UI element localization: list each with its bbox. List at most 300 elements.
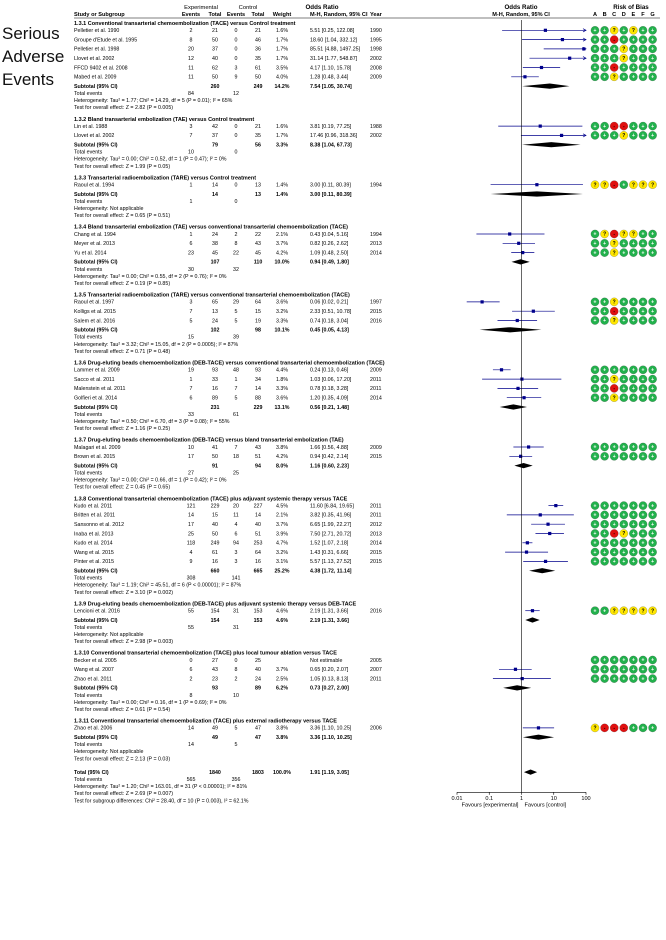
study-total-ctrl: 13 [255,182,261,189]
study-odds-ratio: 1.20 [0.35, 4.09] [310,395,349,402]
subtotal-label: Subtotal (95% CI) [74,191,118,198]
study-odds-ratio: 2.19 [1.31, 3.66] [310,608,349,615]
subtotal-total-exp: 660 [210,568,220,575]
total-events-ctrl: 32 [233,266,239,273]
study-events-ctrl: 0 [234,182,238,189]
study-events-exp: 3 [189,123,193,130]
subtotal-odds-ratio: 4.38 [1.72, 11.14] [310,568,352,575]
study-total-exp: 37 [212,133,218,140]
study-total-ctrl: 45 [255,250,261,257]
rob-symbol: + [641,395,645,402]
study-weight: 3.7% [275,522,289,528]
rob-symbol: - [613,37,616,44]
subgroup-title: 1.3.1 Conventional transarterial chemoembolization (TACE) versus Control treatment [74,21,296,27]
study-point [522,396,525,399]
study-total-ctrl: 36 [255,46,261,53]
rob-symbol: + [593,386,597,393]
study-total-exp: 23 [212,676,218,683]
study-events-ctrl: 18 [233,454,239,461]
subtotal-label: Subtotal (95% CI) [74,404,118,411]
rob-symbol: ? [612,299,616,306]
rob-symbol: + [651,28,655,34]
study-odds-ratio: 1.43 [0.31, 6.66] [310,549,349,556]
total-events-ctrl: 10 [233,692,239,699]
study-events-exp: 14 [188,512,194,519]
rob-symbol: + [631,559,635,566]
rob-symbol: - [622,725,625,732]
rob-symbol: + [651,376,655,383]
study-point [531,609,534,612]
rob-symbol: + [641,231,645,238]
rob-symbol: + [641,65,645,72]
subtotal-odds-ratio: 0.94 [0.49, 1.80] [310,259,349,266]
subtotal-label: Subtotal (95% CI) [74,735,118,741]
rob-symbol: - [613,725,616,732]
study-weight: 1.6% [275,123,289,130]
rob-symbol: ? [622,133,626,140]
study-total-exp: 38 [212,241,218,248]
study-year: 1995 [370,37,382,44]
rob-symbol: + [593,676,597,683]
study-odds-ratio: 1.28 [0.48, 3.44] [310,74,349,81]
total-events-label: Total events [74,624,103,631]
study-year: 2008 [370,65,382,72]
subtotal-odds-ratio: 1.16 [0.60, 2.23] [310,463,349,470]
study-point [544,29,547,32]
subtotal-diamond [503,685,531,690]
rob-symbol: + [651,231,655,238]
total-events-label: Total events [74,149,103,156]
overall-odds-ratio: 1.91 [1.19, 3.05] [310,769,349,776]
study-total-ctrl: 40 [255,667,261,674]
subtotal-label: Subtotal (95% CI) [74,568,118,575]
subtotal-diamond [529,568,555,573]
study-weight: 3.8% [275,725,289,732]
study-point [500,368,503,371]
study-total-ctrl: 51 [255,454,261,461]
study-total-ctrl: 227 [253,503,263,510]
rob-symbol: ? [622,231,626,238]
study-total-exp: 93 [212,367,218,374]
study-weight: 3.8% [275,444,289,451]
rob-symbol: + [641,55,645,62]
study-point [525,551,528,554]
study-total-ctrl: 16 [255,559,261,566]
header-method: M-H, Random, 95% CI [310,12,368,18]
subgroup-title: 1.3.8 Conventional transarterial chemoembolization (TACE) plus adjuvant systemic therapy versus TACE [74,496,348,503]
study-events-ctrl: 9 [234,74,238,81]
study-odds-ratio: 0.06 [0.02, 0.21] [310,299,349,306]
subtotal-total-exp: 79 [212,142,218,149]
study-weight: 1.7% [275,56,289,62]
rob-symbol: ? [593,725,597,732]
subtotal-weight: 25.2% [274,568,290,575]
rob-symbol: + [622,657,626,664]
rob-symbol: + [651,367,655,374]
subgroup-title: 1.3.11 Conventional transarterial chemoembolization (TACE) plus external radiotherapy versus TACE [74,718,337,725]
subtotal-total-exp: 154 [210,617,220,624]
header-odds-ratio: Odds Ratio [305,4,339,11]
study-odds-ratio: 1.05 [0.13, 8.13] [310,676,349,683]
subtotal-total-exp: 260 [210,83,220,90]
study-events-exp: 11 [188,74,194,81]
study-total-ctrl: 35 [255,56,261,62]
rob-symbol: + [612,133,616,140]
rob-symbol: + [631,667,635,673]
rob-symbol: + [603,46,607,53]
rob-symbol: + [651,37,655,44]
rob-symbol: + [631,318,635,325]
study-name: Lin et al. 1988 [74,123,108,130]
rob-symbol: + [593,28,597,34]
study-total-exp: 229 [210,503,220,510]
rob-symbol: - [613,231,616,238]
rob-symbol: + [593,241,597,247]
rob-symbol: + [612,540,616,547]
rob-symbol: + [612,512,616,519]
study-events-exp: 2 [189,676,193,683]
rob-symbol: + [631,37,635,44]
study-events-exp: 1 [189,182,193,189]
study-year: 2011 [370,512,382,519]
study-name: Llovet et al. 2002 [74,133,115,140]
rob-symbol: + [641,725,645,732]
rob-symbol: + [622,549,626,556]
rob-symbol: + [651,386,655,393]
study-year: 2015 [370,559,382,566]
study-events-ctrl: 8 [234,667,238,674]
subgroup-title: 1.3.10 Conventional transarterial chemoembolization (TACE) plus local tumour ablation versus TACE [74,650,337,657]
rob-symbol: + [603,74,607,81]
subtotal-diamond [512,259,530,264]
study-year: 2005 [370,657,382,664]
study-odds-ratio: 17.46 [0.96, 318.36] [310,133,358,140]
overall-effect-text: Test for overall effect: Z = 0.71 (P = 0.48) [74,348,171,355]
subtotal-weight: 3.8% [275,735,289,741]
study-name: Pelletier et al. 1990 [74,28,120,35]
study-point [480,300,483,303]
subtotal-total-exp: 93 [212,685,218,692]
study-name: Britten et al. 2011 [74,512,116,519]
study-odds-ratio: 5.57 [1.13, 27.52] [310,559,352,566]
rob-symbol: + [631,133,635,140]
study-weight: 1.6% [275,28,289,35]
x-tick-label: 100 [581,795,591,802]
rob-symbol: ? [612,395,616,402]
rob-symbol: + [631,308,635,315]
subtotal-label: Subtotal (95% CI) [74,685,118,692]
rob-symbol: ? [603,182,607,189]
overall-effect-text: Test for overall effect: Z = 0.19 (P = 0.85) [74,281,171,287]
rob-symbol: + [622,367,626,374]
study-events-exp: 19 [188,367,194,374]
study-odds-ratio: 0.82 [0.26, 2.62] [310,241,349,248]
rob-symbol: + [641,318,645,325]
study-total-exp: 50 [212,454,218,461]
study-year: 2006 [370,725,382,732]
subtotal-total-ctrl: 94 [255,463,261,470]
overall-effect-text: Test for overall effect: Z = 0.65 (P = 0.51) [74,213,171,220]
subtotal-total-ctrl: 47 [255,735,261,741]
study-events-exp: 7 [189,309,193,315]
heterogeneity-text: Heterogeneity: Tau² = 1.77; Chi² = 14.29, df = 5 (P = 0.01); I² = 65% [74,98,233,105]
rob-symbol: + [603,241,607,247]
study-odds-ratio: 11.60 [6.84, 19.65] [310,503,354,510]
rob-symbol: - [613,65,616,72]
favours-experimental-label: Favours [experimental] [461,802,519,809]
rob-symbol: + [641,503,645,510]
study-total-ctrl: 93 [255,367,261,374]
rob-symbol: + [631,521,635,528]
study-year: 2009 [370,74,382,81]
study-events-ctrl: 4 [234,522,238,528]
subgroup-title: 1.3.7 Drug-eluting beads chemoembolization (DEB-TACE) versus bland transarterial embolization (TAE) [74,437,344,444]
study-events-ctrl: 5 [234,725,238,732]
rob-symbol: + [612,521,616,528]
study-year: 2009 [370,367,382,374]
study-name: Sacco et al. 2011 [74,376,115,383]
study-events-ctrl: 7 [234,444,238,451]
study-year: 2009 [370,444,382,451]
study-events-ctrl: 5 [234,395,238,402]
overall-weight: 100.0% [273,769,291,776]
rob-symbol: + [593,123,597,130]
study-point [546,523,549,526]
study-total-exp: 154 [210,608,220,615]
rob-symbol: + [641,241,645,247]
study-total-exp: 16 [212,559,218,566]
total-events-label: Total events [74,334,103,341]
study-year: 2007 [370,667,382,674]
rob-symbol: + [651,503,655,510]
study-events-exp: 17 [188,522,194,528]
rob-symbol: + [641,386,645,393]
study-events-ctrl: 0 [234,46,238,53]
rob-symbol: + [622,299,626,306]
rob-symbol: + [631,74,635,81]
study-odds-ratio: 6.65 [1.99, 22.27] [310,522,352,528]
study-weight: 3.1% [275,559,289,566]
overall-diamond [524,770,537,775]
study-total-ctrl: 51 [255,531,261,538]
rob-symbol: + [593,559,597,566]
rob-symbol: ? [631,608,635,615]
study-odds-ratio: 0.65 [0.20, 2.07] [310,667,349,674]
study-total-exp: 50 [212,37,218,44]
study-total-exp: 27 [212,657,218,664]
rob-symbol: + [603,608,607,615]
study-total-exp: 15 [212,512,218,519]
subtotal-total-ctrl: 249 [253,83,263,90]
subtotal-weight: 13.1% [274,404,290,411]
study-name: Pinter et al. 2015 [74,559,115,566]
rob-symbol: + [631,657,635,664]
rob-symbol: + [593,133,597,140]
rob-symbol: + [593,367,597,374]
study-events-exp: 20 [188,46,194,53]
rob-symbol: + [622,559,626,566]
study-point [517,242,520,245]
study-name: Zhao et al. 2006 [74,725,113,732]
subtotal-weight: 10.0% [274,259,290,266]
rob-symbol: + [593,318,597,325]
rob-symbol: + [631,454,635,460]
study-total-exp: 24 [212,318,218,325]
rob-symbol: + [651,725,655,732]
overall-effect-text: Test for overall effect: Z = 0.45 (P = 0.65) [74,484,171,491]
study-weight: 3.3% [275,386,289,393]
overall-effect-text: Test for overall effect: Z = 2.13 (P = 0.03) [74,756,171,763]
subtotal-odds-ratio: 3.00 [0.11, 80.39] [310,191,352,198]
study-weight: 4.7% [275,540,289,547]
study-events-ctrl: 29 [233,299,239,306]
study-events-ctrl: 3 [234,549,238,556]
study-name: Wang et al. 2015 [74,549,114,556]
rob-symbol: + [612,667,616,673]
subtotal-odds-ratio: 0.73 [0.27, 2.00] [310,685,349,692]
study-events-ctrl: 0 [234,133,238,140]
rob-symbol: + [622,241,626,247]
rob-symbol: + [651,540,655,547]
study-events-exp: 7 [189,386,193,393]
subtotal-odds-ratio: 0.45 [0.05, 4.13] [310,327,349,334]
study-total-ctrl: 14 [255,386,261,393]
study-total-exp: 40 [212,56,218,62]
rob-column-letter: F [641,12,645,18]
study-year: 2002 [370,56,382,62]
subtotal-label: Subtotal (95% CI) [74,617,118,624]
rob-symbol: + [631,65,635,72]
header-risk-of-bias: Risk of Bias [613,4,649,11]
total-events-exp: 55 [188,624,194,631]
study-events-ctrl: 2 [234,231,238,238]
study-total-ctrl: 47 [255,725,261,732]
study-name: Becker et al. 2005 [74,657,117,664]
overall-effect: Test for overall effect: Z = 2.69 (P = 0.007) [74,791,174,798]
rob-symbol: + [651,521,655,528]
rob-symbol: + [631,540,635,547]
study-total-ctrl: 21 [255,123,261,130]
rob-symbol: + [651,299,655,306]
rob-symbol: + [603,133,607,140]
study-total-exp: 13 [212,309,218,315]
rob-symbol: + [622,318,626,325]
study-weight: 4.4% [275,367,289,374]
rob-symbol: + [651,74,655,81]
rob-symbol: + [603,55,607,62]
study-events-exp: 17 [188,454,194,461]
x-tick-label: 10 [550,795,557,802]
study-weight: 3.2% [275,549,289,556]
rob-symbol: + [641,540,645,547]
rob-symbol: + [631,386,635,393]
rob-symbol: + [593,549,597,556]
study-point [548,532,551,535]
study-name: Raoul et al. 1994 [74,182,115,189]
study-name: Yu et al. 2014 [74,250,107,257]
overall-events-ctrl: 356 [231,777,241,783]
subtotal-odds-ratio: 7.54 [1.05, 30.74] [310,83,352,90]
rob-symbol: + [641,454,645,460]
rob-symbol: + [651,667,655,673]
study-point [532,310,535,313]
rob-symbol: + [641,367,645,374]
study-events-ctrl: 0 [234,28,238,35]
study-events-exp: 7 [189,133,193,140]
study-name: Lencioni et al. 2016 [74,608,120,615]
rob-symbol: ? [631,182,635,189]
study-events-exp: 121 [186,503,196,510]
subtotal-weight: 8.0% [275,463,289,470]
subtotal-diamond [522,84,569,89]
study-total-ctrl: 15 [255,309,261,315]
study-name: Salem et al. 2016 [74,318,116,325]
rob-symbol: + [603,512,607,519]
rob-symbol: + [603,531,607,538]
study-odds-ratio: 1.09 [0.48, 2.50] [310,250,349,257]
study-weight: 3.3% [275,318,289,325]
header-experimental: Experimental [184,5,218,11]
study-total-exp: 16 [212,386,218,393]
header-study: Study or Subgroup [74,12,125,18]
study-total-exp: 50 [212,74,218,81]
rob-symbol: + [593,512,597,519]
rob-symbol: + [593,540,597,547]
rob-symbol: + [603,444,607,451]
study-total-ctrl: 46 [255,37,261,44]
subtotal-total-ctrl: 13 [255,191,261,198]
rob-symbol: + [603,386,607,393]
rob-symbol: + [641,46,645,53]
rob-symbol: + [622,540,626,547]
rob-symbol: ? [612,318,616,325]
rob-symbol: + [641,657,645,664]
rob-symbol: + [612,46,616,53]
rob-symbol: + [612,657,616,664]
subgroup-title: 1.3.6 Drug-eluting beads chemoembolization (DEB-TACE) versus conventional transarterial chemoembolization (TACE) [74,360,385,367]
study-events-ctrl: 8 [234,241,238,248]
overall-effect-text: Test for overall effect: Z = 1.16 (P = 0.25) [74,426,171,433]
subtotal-total-ctrl: 98 [255,327,261,334]
subtotal-diamond [500,404,527,409]
subtotal-total-exp: 91 [212,463,218,470]
study-weight: 3.6% [275,299,289,306]
rob-symbol: + [603,667,607,673]
rob-symbol: + [593,376,597,383]
header-weight: Weight [272,12,292,18]
rob-symbol: + [603,503,607,510]
rob-symbol: + [631,250,635,257]
heterogeneity-text: Heterogeneity: Tau² = 0.00; Chi² = 0.66, df = 1 (P = 0.42); I² = 0% [74,477,227,484]
study-name: Kudo et al. 2014 [74,540,113,547]
study-point [516,387,519,390]
study-events-ctrl: 20 [233,503,239,510]
subtotal-total-ctrl: 110 [253,259,263,266]
rob-symbol: ? [622,531,626,538]
study-total-ctrl: 61 [255,65,261,72]
total-events-ctrl: 0 [234,198,238,205]
study-events-exp: 10 [188,444,194,451]
rob-symbol: + [651,241,655,247]
rob-symbol: + [641,37,645,44]
study-weight: 3.5% [275,65,289,72]
rob-symbol: + [603,395,607,402]
rob-symbol: + [603,657,607,664]
subtotal-diamond [491,191,583,196]
rob-symbol: + [641,133,645,140]
rob-symbol: + [622,28,626,34]
study-weight: 3.2% [275,309,289,315]
